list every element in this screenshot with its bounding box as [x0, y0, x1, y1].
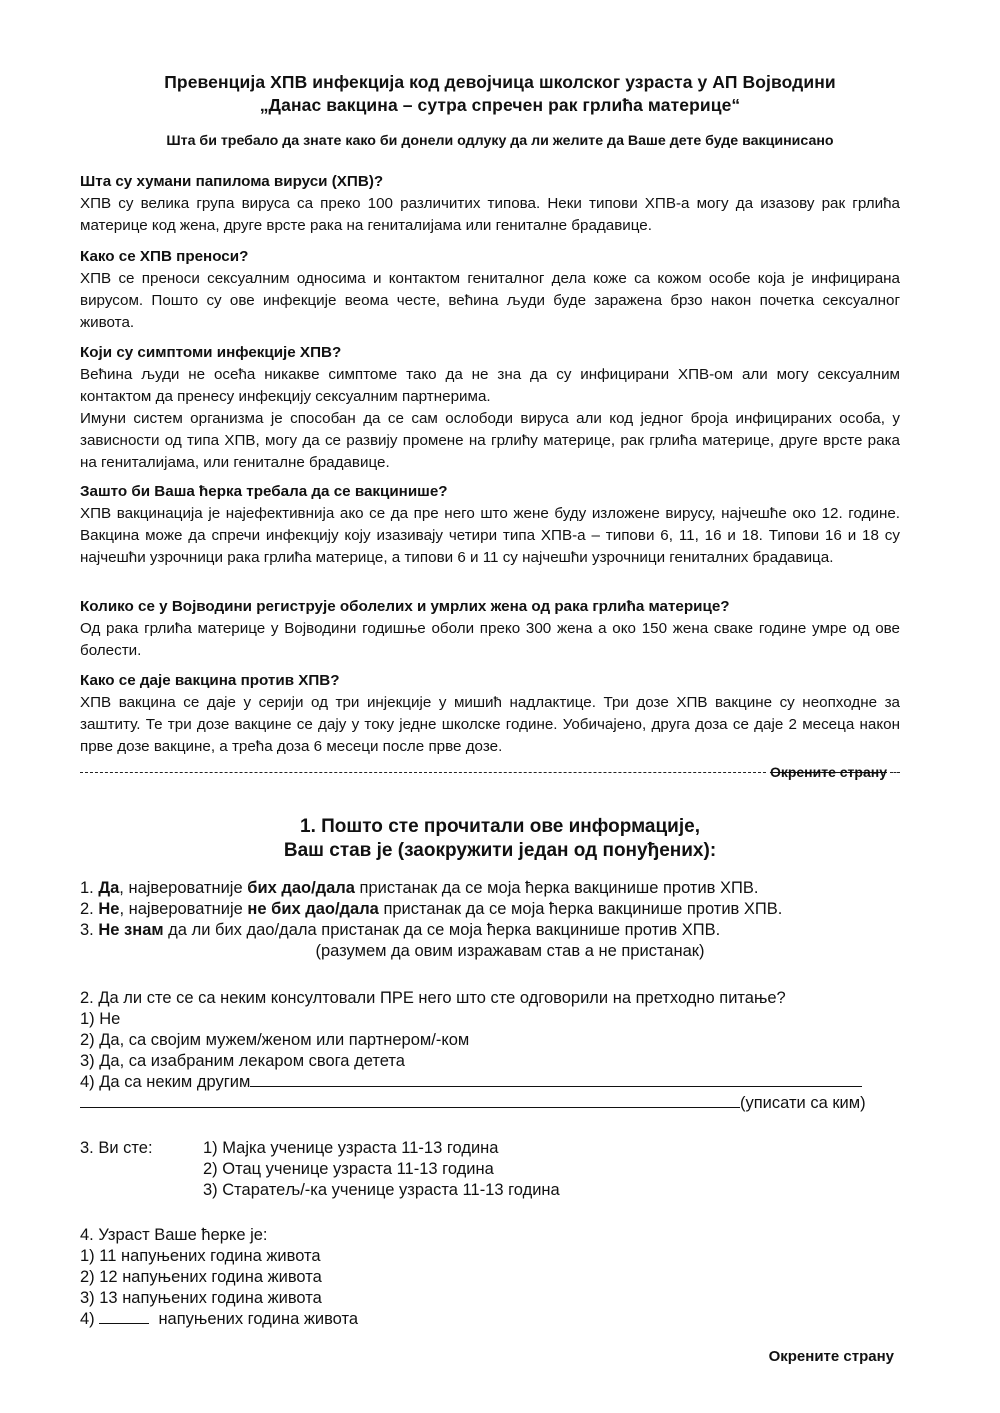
- question-3-option-2[interactable]: 2) Отац ученице узраста 11-13 година: [203, 1160, 494, 1178]
- option-bold: Да: [98, 879, 120, 897]
- question-1-option-yes[interactable]: [80, 878, 900, 899]
- question-2-text: 2. Да ли сте се са неким консултовали ПРЕ него што сте одговорили на претходно питање?: [80, 989, 786, 1007]
- section-heading: Како се ХПВ преноси?: [80, 248, 249, 265]
- section-paragraph: Већина људи не осећа никакве симптоме тако да не зна да су инфицирани ХПВ-ом али могу сексуалним контактом да пренесу инфекцију сексуалним партнерима.: [80, 366, 900, 405]
- question-2-option-4[interactable]: 4) Да са неким другим: [80, 1073, 251, 1091]
- question-4-option-3[interactable]: 3) 13 напуњених година живота: [80, 1289, 322, 1307]
- question-2-option-1[interactable]: 1) Не: [80, 1010, 121, 1028]
- question-4-text: 4. Узраст Ваше ћерке је:: [80, 1226, 268, 1244]
- info-section-symptoms: [80, 342, 900, 474]
- section-paragraph: ХПВ вакцинација је најефективнија ако се да пре него што жене буду изложене вирусу, најчешће око 12. године. Вакцина може да спречи инфекцију коју изазивају четири типа ХПВ-а – типови 6, 11, 16 и 18. Типови 16 и 18 су најчешћи узрочници рака грлића материце, а типови 6 и 11 су најчешћи узрочници гениталних брадавица.: [80, 505, 900, 566]
- question-2-option-3[interactable]: 3) Да, са изабраним лекаром свога детета: [80, 1052, 405, 1070]
- document-title-line1: Превенција ХПВ инфекција код девојчица школског узраста у АП Војводини: [164, 72, 836, 92]
- question-2: [80, 988, 900, 1114]
- question-1-note: (разумем да овим изражавам став а не пристанак): [315, 942, 705, 960]
- section-paragraph: ХПВ се преноси сексуалним односима и контактом гениталног дела коже са кожом особе која је инфицирана вирусом. Пошто су ове инфекције веома честе, већина људи буде заражена брзо након почетка сексуалног живота.: [80, 270, 900, 331]
- info-section-statistics: [80, 596, 900, 662]
- option-text: пристанак да се моја ћерка вакцинише против ХПВ.: [378, 900, 783, 918]
- section-heading: Колико се у Војводини региструје оболелих и умрлих жена од рака грлића материце?: [80, 598, 730, 615]
- option-bold: бих дао/дала: [247, 879, 355, 897]
- question-4-option-2[interactable]: 2) 12 напуњених година живота: [80, 1268, 322, 1286]
- option-number: 3.: [80, 921, 99, 939]
- info-section-transmission: [80, 246, 900, 334]
- question-3-option-1[interactable]: 1) Мајка ученице узраста 11-13 година: [203, 1139, 499, 1157]
- question-3-option-3[interactable]: 3) Старатељ/-ка ученице узраста 11-13 година: [203, 1181, 560, 1199]
- question-1-title-line2: Ваш став је (заокружити један од понуђених):: [283, 840, 717, 861]
- question-1-options: [80, 878, 900, 962]
- option-bold: Не знам: [98, 921, 164, 939]
- write-in-blank[interactable]: [80, 1107, 740, 1108]
- question-2-write-row: [80, 1093, 900, 1114]
- question-3: [80, 1138, 900, 1201]
- dashed-line-tail: [890, 772, 900, 773]
- option-bold: не бих дао/дала: [247, 900, 379, 918]
- option-text: пристанак да се моја ћерка вакцинише против ХПВ.: [354, 879, 759, 897]
- option-number: 2.: [80, 900, 99, 918]
- write-hint: (уписати са ким): [740, 1094, 866, 1112]
- turn-page-label: Окрените страну: [769, 764, 887, 780]
- document-subtitle: Шта би требало да знате како би донели одлуку да ли желите да Ваше дете буде вакцинисано: [166, 133, 834, 149]
- question-2-option-2[interactable]: 2) Да, са својим мужем/женом или партнером/-ком: [80, 1031, 470, 1049]
- question-1-option-dont-know[interactable]: [80, 920, 900, 941]
- option-text: , највероватније: [119, 900, 248, 918]
- write-in-blank[interactable]: [250, 1086, 862, 1087]
- option-suffix: напуњених година живота: [158, 1310, 359, 1328]
- document-title-line2: „Данас вакцина – сутра спречен рак грлића материце“: [259, 95, 741, 115]
- info-section-how-given: [80, 670, 900, 758]
- question-1-title-line1: 1. Пошто сте прочитали ове информације,: [300, 816, 700, 837]
- section-heading: Како се даје вакцина против ХПВ?: [80, 672, 340, 689]
- question-4: [80, 1225, 900, 1330]
- question-1-option-no[interactable]: [80, 899, 900, 920]
- section-paragraph: Имуни систем организма је способан да се сам ослободи вируса али код једног броја инфицираних особа, у зависности од типа ХПВ, могу да се развију промене на грлићу материце, рак грлића материце, друге врсте рака на гениталијама, или гениталне брадавице.: [80, 410, 900, 471]
- section-paragraph: ХПВ вакцина се даје у серији од три инјекције у мишић надлактице. Три дозе ХПВ вакцине су неопходне за заштиту. Те три дозе вакцине се дају у току једне школске године. Уобичајено, друга доза се даје 2 месеца након прве дозе вакцине, а трећа доза 6 месеци после прве дозе.: [80, 694, 900, 755]
- section-paragraph: Од рака грлића материце у Војводини годишње оболи преко 300 жена а око 150 жена сваке године умре од ове болести.: [80, 620, 900, 659]
- info-section-what-is-hpv: [80, 171, 900, 237]
- question-4-option-1[interactable]: 1) 11 напуњених година живота: [80, 1247, 321, 1265]
- section-heading: Шта су хумани папилома вируси (ХПВ)?: [80, 173, 384, 190]
- option-bold: Не: [98, 900, 120, 918]
- question-2-option-4-row: [80, 1072, 900, 1093]
- question-3-label: 3. Ви сте:: [80, 1139, 153, 1157]
- footer-turn-page: Окрените страну: [768, 1348, 894, 1365]
- option-text: , највероватније: [119, 879, 248, 897]
- section-paragraph: ХПВ су велика група вируса са преко 100 различитих типова. Неки типови ХПВ-а могу да изазову рак грлића материце код жена, друге врсте рака на гениталијама или гениталне брадавице.: [80, 195, 900, 234]
- question-4-option-4[interactable]: [80, 1309, 900, 1330]
- section-heading: Који су симптоми инфекције ХПВ?: [80, 344, 342, 361]
- dashed-separator: [80, 760, 900, 784]
- write-in-blank[interactable]: [99, 1323, 149, 1324]
- option-prefix: 4): [80, 1310, 95, 1328]
- question-3-row-1: [80, 1138, 900, 1159]
- option-text: да ли бих дао/дала пристанак да се моја ћерка вакцинише против ХПВ.: [163, 921, 721, 939]
- info-section-why-vaccinate: [80, 481, 900, 569]
- option-number: 1.: [80, 879, 99, 897]
- section-heading: Зашто би Ваша ћерка требала да се вакцинише?: [80, 483, 448, 500]
- dashed-line: [80, 772, 766, 773]
